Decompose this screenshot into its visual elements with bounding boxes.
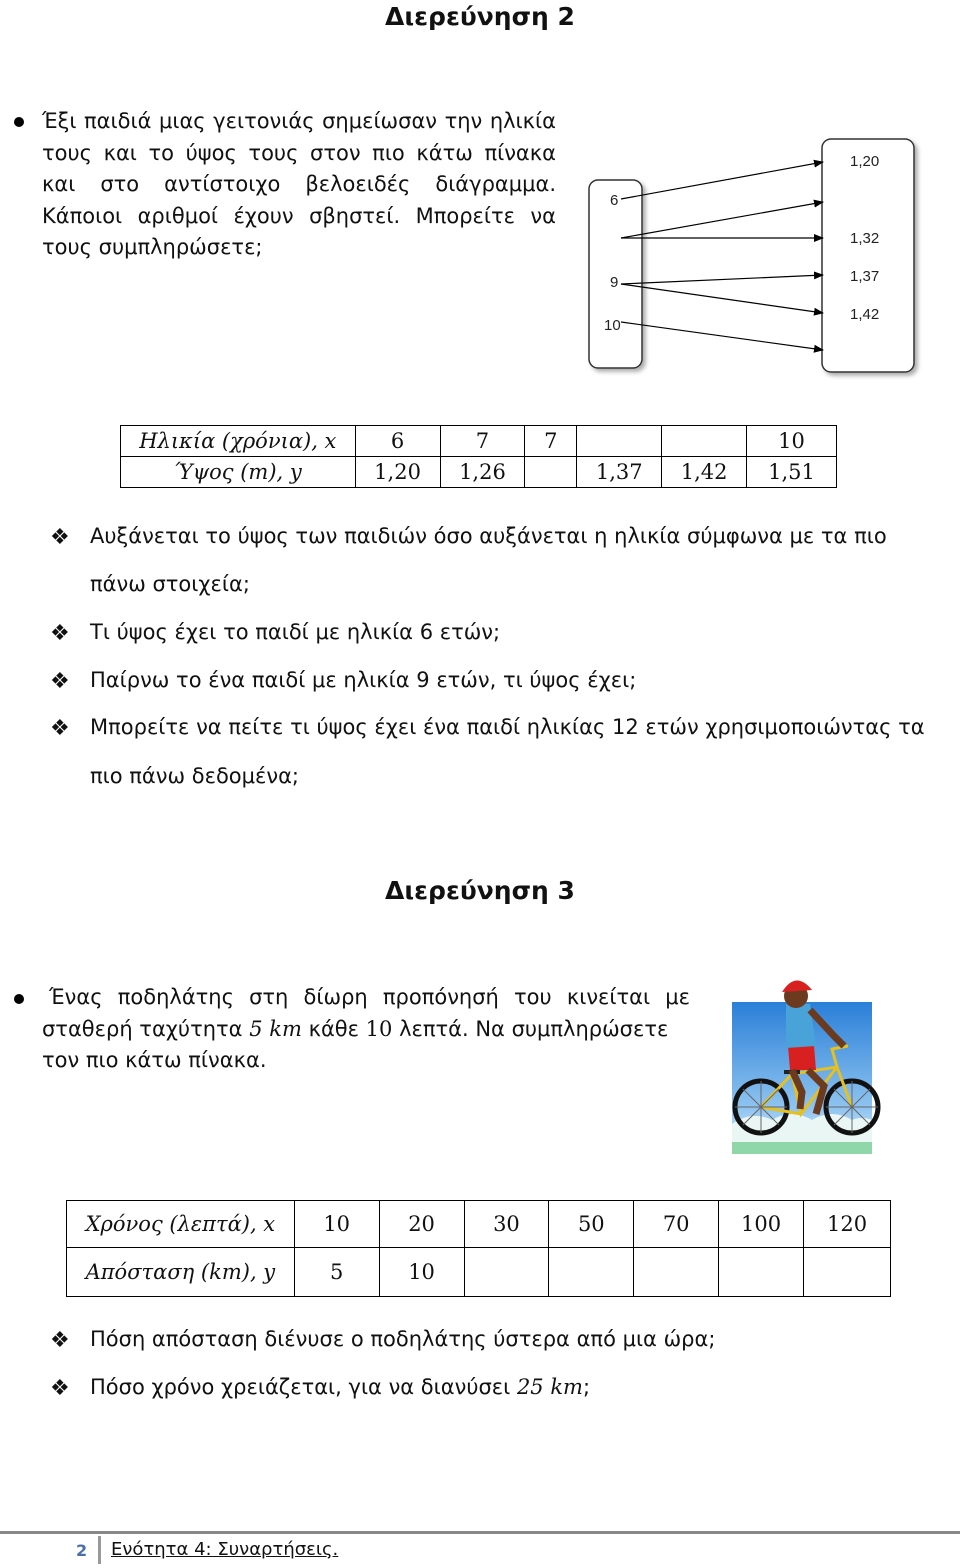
diagram-left-label: 6 (610, 192, 619, 209)
distance-value: 25 km (516, 1375, 583, 1399)
row-label-age: Ηλικία (χρόνια), x (121, 426, 356, 457)
table-cell: 30 (464, 1201, 549, 1248)
question-1-continued: πάνω στοιχεία; (90, 572, 250, 596)
table-cell: 6 (355, 426, 440, 457)
table-cell: 10 (747, 426, 837, 457)
table-cell: 50 (549, 1201, 634, 1248)
question-4: Μπορείτε να πείτε τι ύψος έχει ένα παιδί ηλικίας 12 ετών χρησιμοποιώντας τα (90, 715, 925, 739)
bullet-icon (14, 994, 24, 1004)
table-cell (634, 1248, 719, 1297)
row-label-time: Χρόνος (λεπτά), x (67, 1201, 295, 1248)
table-cell: 1,51 (747, 457, 837, 488)
table-cell: 20 (379, 1201, 464, 1248)
speed-value: 5 km (249, 1016, 302, 1041)
table-cell: 5 (294, 1248, 379, 1297)
diamond-bullet-icon: ❖ (50, 1328, 70, 1353)
table-cell (662, 426, 747, 457)
row-label-distance: Απόσταση (km), y (67, 1248, 295, 1297)
section2-intro (42, 106, 556, 264)
diamond-bullet-icon: ❖ (50, 669, 70, 694)
diagram-left-label: 10 (604, 317, 621, 334)
table-cell: 100 (719, 1201, 804, 1248)
table-cell (464, 1248, 549, 1297)
arrow-line (621, 162, 823, 199)
cyclist-illustration (724, 974, 892, 1168)
table-cell: 1,37 (577, 457, 662, 488)
diamond-bullet-icon: ❖ (50, 621, 70, 646)
diamond-bullet-icon: ❖ (50, 525, 70, 550)
row-label-height: Ύψος (m), y (121, 457, 356, 488)
question-5: Πόση απόσταση διένυσε ο ποδηλάτης ύστερα από μια ώρα; (90, 1327, 716, 1351)
diamond-bullet-icon: ❖ (50, 1376, 70, 1401)
range-oval (822, 139, 914, 372)
arrow-line (621, 284, 823, 313)
intro-line: σταθερή ταχύτητα 5 km κάθε 10 λεπτά. Να συμπληρώσετε (42, 1016, 669, 1041)
table-cell: 7 (525, 426, 577, 457)
arrow-line (621, 322, 823, 350)
footer-divider (98, 1536, 101, 1564)
section3-intro (42, 982, 690, 1077)
table-cell: 10 (379, 1248, 464, 1297)
shorts (788, 1046, 816, 1070)
intro-line: τον πιο κάτω πίνακα. (42, 1048, 267, 1072)
intro-line: Ένας ποδηλάτης στη δίωρη προπόνησή του κινείται με (49, 985, 690, 1009)
footer-title: Ενότητα 4: Συναρτήσεις. (111, 1539, 339, 1560)
intro-line: και στο αντίστοιχο βελοειδές διάγραμμα. (42, 172, 556, 196)
table-cell (525, 457, 577, 488)
time-distance-table (66, 1200, 891, 1297)
table-row (67, 1248, 891, 1297)
question-3: Παίρνω το ένα παιδί με ηλικία 9 ετών, τι ύψος έχει; (90, 668, 637, 692)
arrow-line (621, 275, 823, 284)
table-cell: 1,42 (662, 457, 747, 488)
minutes-value: 10 (365, 1016, 393, 1041)
question-6: Πόσο χρόνο χρειάζεται, για να διανύσει 25 km; (90, 1375, 591, 1399)
question-4-continued: πιο πάνω δεδομένα; (90, 764, 300, 788)
diagram-right-label: 1,37 (850, 268, 880, 285)
diagram-right-label: 1,42 (850, 306, 880, 323)
table-cell: 1,26 (440, 457, 525, 488)
age-height-table (120, 425, 837, 488)
diagram-right-label: 1,20 (850, 153, 880, 170)
section2-title: Διερεύνηση 2 (385, 2, 575, 31)
arrow-diagram (580, 130, 930, 380)
question-1: Αυξάνεται το ύψος των παιδιών όσο αυξάνεται η ηλικία σύμφωνα με τα πιο (90, 524, 887, 548)
table-cell: 70 (634, 1201, 719, 1248)
intro-line: τους συμπληρώσετε; (42, 235, 263, 259)
diagram-right-label: 1,32 (850, 230, 880, 247)
table-row (121, 457, 837, 488)
intro-line: Έξι παιδιά μιας γειτονιάς σημείωσαν την ηλικία (42, 109, 556, 133)
diagram-left-label: 9 (610, 274, 619, 291)
question-2: Τι ύψος έχει το παιδί με ηλικία 6 ετών; (90, 620, 501, 644)
table-cell (719, 1248, 804, 1297)
section3-title: Διερεύνηση 3 (385, 876, 575, 905)
page-number: 2 (76, 1541, 88, 1560)
helmet (782, 980, 812, 992)
table-cell: 1,20 (355, 457, 440, 488)
footer-rule (0, 1531, 960, 1534)
bullet-icon (14, 117, 24, 127)
intro-line: Κάποιοι αριθμοί έχουν σβηστεί. Μπορείτε να (42, 203, 556, 228)
table-cell: 120 (804, 1201, 891, 1248)
arrow-line (621, 202, 823, 238)
diamond-bullet-icon: ❖ (50, 716, 70, 741)
grass-strip (732, 1142, 872, 1154)
table-cell (577, 426, 662, 457)
table-cell (804, 1248, 891, 1297)
intro-line: τους και το ύψος τους στον πιο κάτω πίνακα (42, 140, 556, 165)
table-cell: 10 (294, 1201, 379, 1248)
table-cell: 7 (440, 426, 525, 457)
table-row (67, 1201, 891, 1248)
table-row (121, 426, 837, 457)
table-cell (549, 1248, 634, 1297)
